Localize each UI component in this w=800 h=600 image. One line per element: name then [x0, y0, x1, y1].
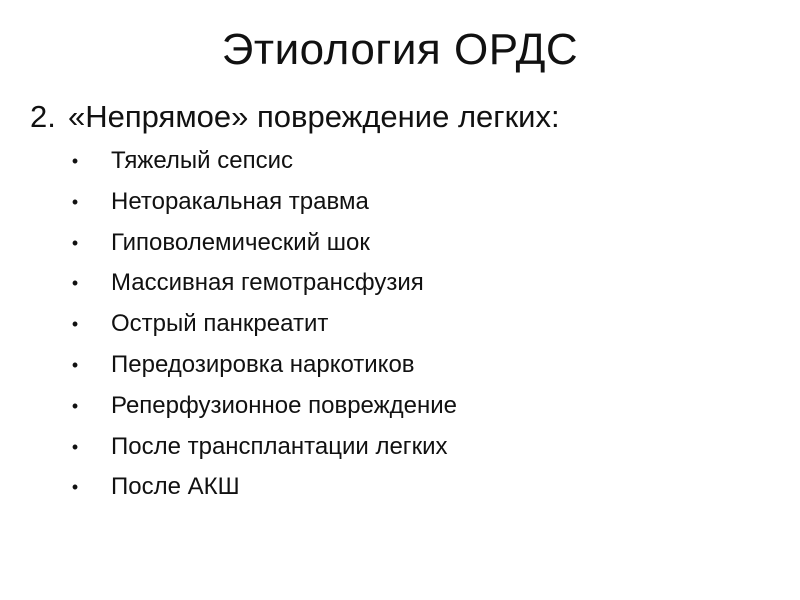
section-heading-text: «Непрямое» повреждение легких: — [68, 99, 560, 134]
bullet-icon: • — [71, 314, 79, 335]
section-number: 2. — [30, 99, 56, 134]
bullet-icon: • — [71, 354, 79, 375]
bullet-icon: • — [71, 191, 79, 212]
bullet-icon: • — [71, 273, 79, 294]
list-item-text: Острый панкреатит — [111, 310, 329, 338]
list-item-text: После АКШ — [111, 473, 240, 501]
list-item-text: Гиповолемический шок — [111, 228, 370, 256]
section-heading — [30, 97, 560, 137]
list-item-text: Неторакальная травма — [111, 187, 369, 215]
list-item-text: После трансплантации легких — [111, 432, 448, 460]
bullet-icon: • — [71, 395, 79, 416]
slide-title: Этиология ОРДС — [221, 25, 579, 74]
list-item-text: Реперфузионное повреждение — [111, 391, 458, 419]
list-item-text: Тяжелый сепсис — [111, 147, 293, 174]
list-item-text: Массивная гемотрансфузия — [111, 269, 424, 297]
bullet-icon: • — [71, 151, 79, 171]
bullet-icon: • — [71, 477, 79, 498]
bullet-icon: • — [71, 232, 79, 253]
bullet-icon: • — [71, 436, 79, 457]
list-item-text: Передозировка наркотиков — [111, 350, 415, 378]
